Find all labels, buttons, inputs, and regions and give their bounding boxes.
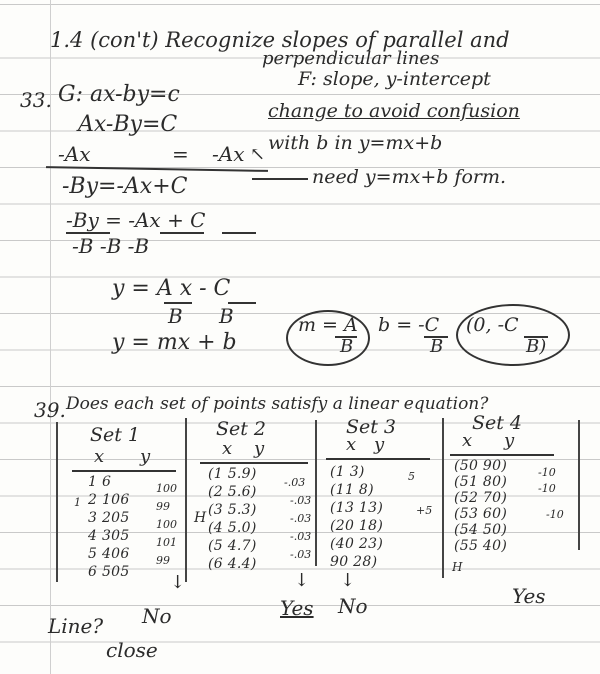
- set-1-diff: 99: [156, 500, 170, 513]
- set-2-row: (3 5.3): [208, 502, 257, 518]
- answer-b: b = -C: [378, 314, 440, 336]
- set-1-header-rule: [72, 470, 176, 472]
- set-2-row: (2 5.6): [208, 484, 257, 500]
- set-3-title: Set 3: [346, 416, 397, 438]
- set-4-row: (53 60): [454, 506, 508, 522]
- set-4-diff: -10: [538, 466, 556, 479]
- set-2-diff: -.03: [290, 512, 312, 525]
- set-1-row: 2 106: [88, 492, 130, 508]
- problem-33-label: 33.: [20, 88, 52, 112]
- step-2-left: -Ax: [58, 142, 91, 166]
- set-3-diff: 5: [408, 470, 415, 483]
- set-2-row: (1 5.9): [208, 466, 257, 482]
- table-divider: [442, 418, 444, 578]
- arrow-icon: ↖: [250, 144, 266, 165]
- set-1-row: 6 505: [88, 564, 130, 580]
- table-divider: [56, 422, 58, 582]
- answer-b-den: B: [430, 336, 444, 357]
- note-3: with b in y=mx+b: [268, 132, 443, 154]
- step-6: y = mx + b: [112, 330, 237, 355]
- set-1-diff: 101: [156, 536, 177, 549]
- step-1: Ax-By=C: [78, 112, 178, 137]
- step-2-equals: =: [172, 142, 189, 166]
- set-4-row: (54 50): [454, 522, 508, 538]
- set-3-row: (1 3): [330, 464, 365, 480]
- set-2-header-rule: [200, 462, 308, 464]
- answer-m: m = A: [298, 314, 358, 336]
- set-4-row: (52 70): [454, 490, 508, 506]
- set-4-row: (55 40): [454, 538, 508, 554]
- answer-point: (0, -C: [466, 314, 519, 336]
- step-4-denominator: -B -B -B: [72, 234, 150, 258]
- step-4-numerator: -By = -Ax + C: [66, 208, 206, 232]
- down-arrow-icon: ↓: [340, 570, 356, 591]
- set-1-margin: 1: [74, 496, 81, 509]
- set-4-x-header: x: [462, 430, 473, 451]
- answer-m-den: B: [340, 336, 354, 357]
- set-2-diff: -.03: [290, 530, 312, 543]
- subtraction-rule: [46, 166, 268, 172]
- set-4-diff: -10: [538, 482, 556, 495]
- set-2-diff: -.03: [290, 494, 312, 507]
- arrow-line: [252, 178, 308, 180]
- set-2-margin: H: [194, 510, 207, 526]
- table-divider: [185, 418, 187, 582]
- step-2-right: -Ax: [212, 142, 245, 166]
- down-arrow-icon: ↓: [170, 572, 186, 593]
- table-divider: [578, 420, 580, 550]
- set-3-row: (20 18): [330, 518, 384, 534]
- line-question-label: Line?: [48, 614, 104, 638]
- set-3-answer: No: [338, 594, 368, 618]
- close-note: close: [106, 638, 158, 662]
- set-2-title: Set 2: [216, 418, 267, 440]
- set-1-row: 5 406: [88, 546, 130, 562]
- given-equation: G: ax-by=c: [58, 82, 180, 107]
- fraction-bar: [222, 232, 256, 234]
- set-1-diff: 99: [156, 554, 170, 567]
- set-2-diff: -.03: [290, 548, 312, 561]
- set-1-y-header: y: [140, 446, 151, 467]
- set-2-diff: -.03: [284, 476, 306, 489]
- set-4-answer: Yes: [512, 584, 546, 608]
- set-3-row: (11 8): [330, 482, 374, 498]
- note-1: F: slope, y-intercept: [298, 68, 491, 90]
- step-3: -By=-Ax+C: [62, 174, 188, 199]
- note-4: need y=mx+b form.: [312, 166, 507, 188]
- header-line-2: perpendicular lines: [262, 48, 440, 69]
- set-2-answer: Yes: [280, 596, 314, 620]
- set-2-y-header: y: [254, 438, 265, 459]
- set-2-row: (5 4.7): [208, 538, 257, 554]
- set-1-row: 4 305: [88, 528, 130, 544]
- set-4-row: (50 90): [454, 458, 508, 474]
- table-divider: [315, 420, 317, 566]
- set-2-row: (6 4.4): [208, 556, 257, 572]
- header-line-1: 1.4 (con't) Recognize slopes of parallel and: [50, 28, 510, 52]
- set-2-row: (4 5.0): [208, 520, 257, 536]
- answer-point-den: B): [526, 336, 547, 357]
- set-1-title: Set 1: [90, 424, 141, 446]
- set-3-row: 90 28): [330, 554, 378, 570]
- set-4-margin: H: [452, 560, 463, 574]
- set-4-diff: -10: [546, 508, 564, 521]
- set-4-title: Set 4: [472, 412, 523, 434]
- set-3-row: (13 13): [330, 500, 384, 516]
- problem-39-question: Does each set of points satisfy a linear equation?: [66, 394, 489, 414]
- set-4-y-header: y: [504, 430, 515, 451]
- down-arrow-icon: ↓: [294, 570, 310, 591]
- set-1-x-header: x: [94, 446, 105, 467]
- step-5: y = A x - C: [112, 276, 231, 301]
- set-1-diff: 100: [156, 518, 177, 531]
- set-3-x-header: x: [346, 434, 357, 455]
- note-2: change to avoid confusion: [268, 100, 520, 122]
- set-3-margin: +5: [416, 504, 433, 517]
- set-1-row: 1 6: [88, 474, 112, 490]
- set-1-answer: No: [142, 604, 172, 628]
- set-3-row: (40 23): [330, 536, 384, 552]
- set-2-x-header: x: [222, 438, 233, 459]
- set-3-header-rule: [326, 458, 430, 460]
- fraction-bar: [160, 232, 204, 234]
- set-3-y-header: y: [374, 434, 385, 455]
- step-5-denominator: B B: [168, 304, 234, 328]
- problem-39-label: 39.: [34, 398, 66, 422]
- set-1-diff: 100: [156, 482, 177, 495]
- set-4-row: (51 80): [454, 474, 508, 490]
- set-4-header-rule: [450, 454, 554, 456]
- set-1-row: 3 205: [88, 510, 130, 526]
